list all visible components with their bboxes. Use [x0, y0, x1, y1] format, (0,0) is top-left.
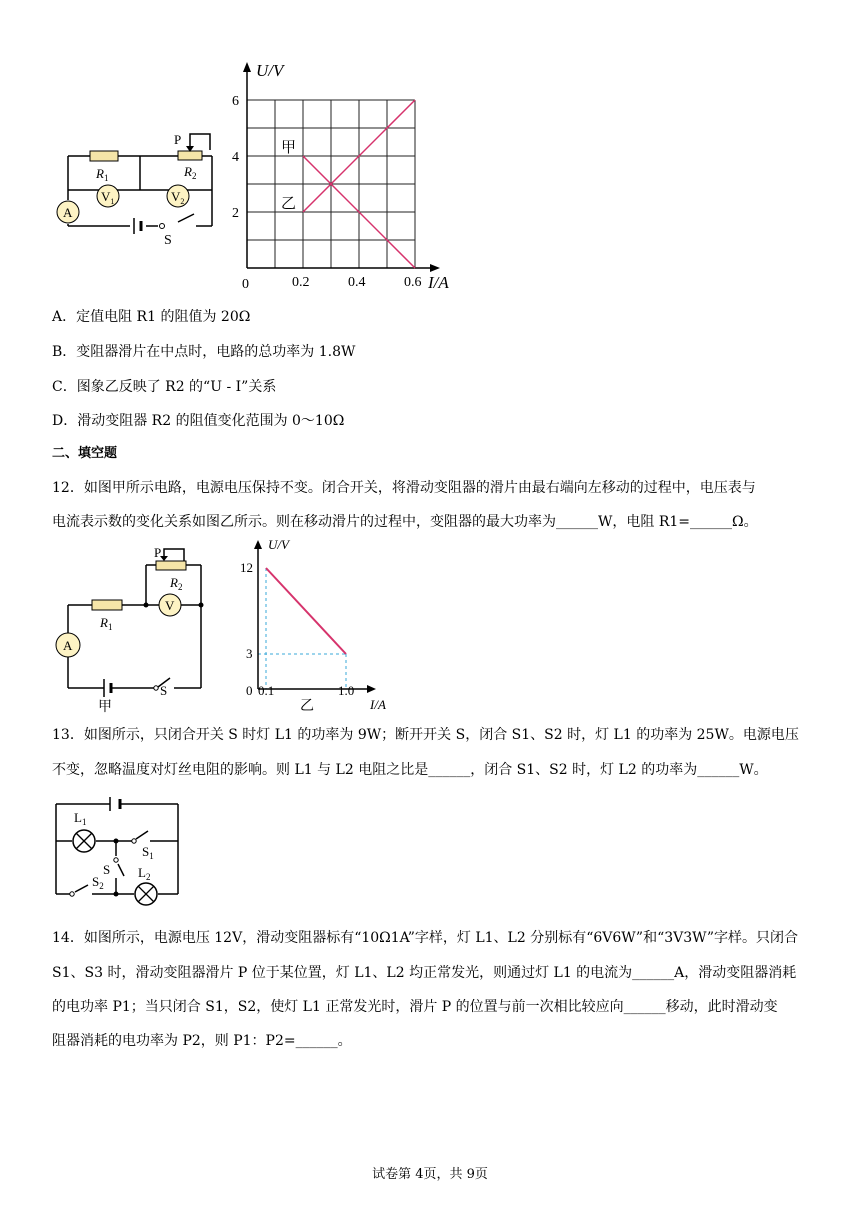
q12-graph-y-tick-3: 3: [246, 646, 253, 661]
svg-text:R1: [99, 615, 112, 632]
q13-line-2: 不变，忽略温度对灯丝电阻的影响。则 L1 与 L2 电阻之比是______，闭合 S1、S2 时，灯 L2 的功率为______W。: [52, 762, 768, 778]
top-circuit-v2-sub: 2: [180, 197, 185, 206]
svg-text:R1: [95, 166, 108, 183]
q13-circuit-diagram: [50, 794, 190, 910]
q13-circuit-s2: S: [92, 874, 100, 889]
top-graph-y-tick-4: 4: [232, 150, 239, 165]
top-graph-label-jia: 甲: [281, 140, 297, 156]
top-circuit-diagram: [50, 128, 230, 248]
q12-graph-x-tick-10: 1.0: [338, 683, 355, 698]
option-c: C．图象乙反映了 R2 的“U - I”关系: [52, 379, 277, 395]
q13-circuit-l2-sub: 2: [145, 872, 151, 882]
svg-text:S2: [92, 874, 104, 891]
top-circuit-r1-sub: 1: [103, 173, 109, 183]
top-circuit-v2: V: [171, 189, 181, 204]
top-graph-y-axis-label: U/V: [256, 61, 284, 80]
top-graph-x-tick-06: 0.6: [404, 275, 422, 290]
svg-text:R2: [169, 575, 182, 592]
q12-circuit-label: 甲: [98, 700, 112, 715]
q12-graph-label: 乙: [300, 699, 314, 712]
q12-line-1: 12．如图甲所示电路，电源电压保持不变。闭合开关，将滑动变阻器的滑片由最右端向左移动的过程中，电压表与: [52, 480, 756, 496]
q14-line-1: 14．如图所示，电源电压 12V，滑动变阻器标有“10Ω1A”字样，灯 L1、L2 分别标有“6V6W”和“3V3W”字样。只闭合: [52, 930, 798, 946]
top-circuit-r2-sub: 2: [191, 171, 197, 181]
top-graph-x-tick-0: 0: [242, 277, 249, 292]
section-title: 二、填空题: [52, 446, 118, 461]
q12-circuit-s: S: [160, 683, 168, 698]
q12-graph: [240, 536, 400, 712]
top-graph-label-yi: 乙: [281, 196, 297, 212]
svg-text:S1: [142, 844, 154, 861]
top-graph-y-tick-2: 2: [232, 206, 239, 221]
top-circuit-p: P: [174, 132, 182, 147]
top-circuit-v1-sub: 1: [110, 197, 115, 206]
q12-circuit-v: V: [165, 598, 175, 613]
q12-line-2: 电流表示数的变化关系如图乙所示。则在移动滑片的过程中，变阻器的最大功率为______W，电阻 R1=______Ω。: [52, 514, 758, 530]
q13-circuit-s1: S: [142, 844, 150, 859]
top-circuit-r1: R: [96, 166, 104, 181]
q12-circuit-r2: R: [170, 575, 178, 590]
q14-line-4: 阻器消耗的电功率为 P2，则 P1：P2=______。: [52, 1033, 352, 1049]
q12-graph-x-axis-label: I/A: [370, 697, 386, 712]
q13-circuit-s1-sub: 1: [149, 851, 154, 861]
top-graph-x-tick-02: 0.2: [292, 275, 310, 290]
q13-circuit-l1: L: [74, 810, 82, 825]
q13-circuit-s2-sub: 2: [99, 881, 104, 891]
q12-graph-y-tick-12: 12: [240, 560, 253, 575]
q14-line-3: 的电功率 P1；当只闭合 S1，S2，使灯 L1 正常发光时，滑片 P 的位置与前一次相比较应向______移动，此时滑动变: [52, 999, 778, 1015]
top-graph-x-axis-label: I/A: [428, 273, 449, 292]
svg-text:L1: [74, 810, 86, 827]
q12-graph-x-tick-01: 0.1: [258, 683, 275, 698]
page-footer: 试卷第 4页，共 9页: [372, 1167, 488, 1182]
q12-circuit-diagram: [46, 543, 216, 715]
q14-line-2: S1、S3 时，滑动变阻器滑片 P 位于某位置，灯 L1、L2 均正常发光，则通过灯 L1 的电流为______A，滑动变阻器消耗: [52, 965, 797, 981]
option-b: B．变阻器滑片在中点时，电路的总功率为 1.8W: [52, 344, 356, 360]
top-circuit-switch-label: S: [164, 233, 172, 248]
q12-circuit-r2-sub: 2: [177, 582, 183, 592]
q13-line-1: 13．如图所示，只闭合开关 S 时灯 L1 的功率为 9W；断开开关 S，闭合 S1、S2 时，灯 L1 的功率为 25W。电源电压: [52, 727, 799, 743]
option-a: A．定值电阻 R1 的阻值为 20Ω: [52, 309, 251, 325]
q12-circuit-a: A: [63, 638, 73, 653]
q12-circuit-p: P: [154, 545, 162, 560]
top-graph-x-tick-04: 0.4: [348, 275, 366, 290]
q12-circuit-r1-sub: 1: [107, 622, 113, 632]
top-graph-y-tick-6: 6: [232, 94, 239, 109]
q12-graph-y-axis-label: U/V: [268, 537, 289, 552]
q13-circuit-l1-sub: 1: [81, 817, 87, 827]
q12-circuit-r1: R: [100, 615, 108, 630]
svg-text:L2: [138, 865, 150, 882]
top-graph: [228, 56, 468, 296]
top-circuit-ammeter-label: A: [63, 205, 73, 220]
top-circuit-r2: R: [184, 164, 192, 179]
top-circuit-v1: V: [101, 189, 111, 204]
option-d: D．滑动变阻器 R2 的阻值变化范围为 0～10Ω: [52, 413, 345, 429]
q13-circuit-s: S: [103, 862, 111, 877]
q12-graph-x-tick-0: 0: [246, 683, 253, 698]
svg-text:R2: [183, 164, 196, 181]
q13-circuit-l2: L: [138, 865, 146, 880]
